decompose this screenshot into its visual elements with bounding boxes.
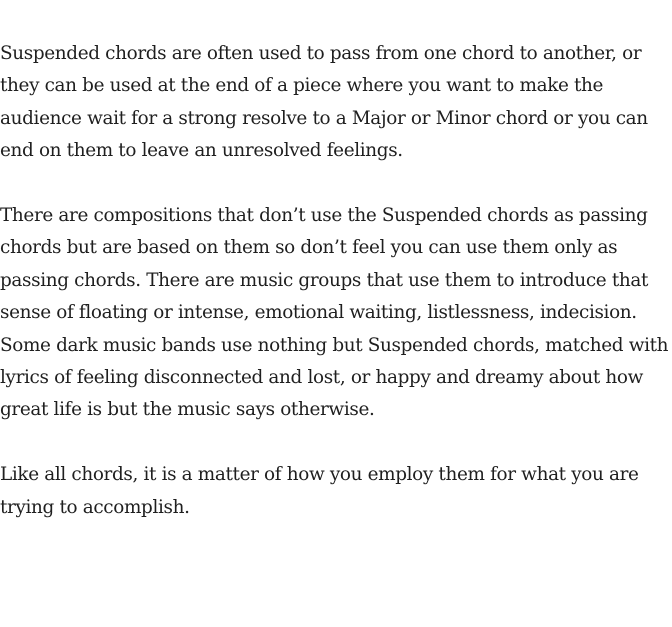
article-body bbox=[0, 38, 672, 556]
paragraph-like-all-chords: Like all chords, it is a matter of how you employ them for what you are trying to accomplish. bbox=[0, 464, 639, 518]
paragraph-compositions-based-on-suspended: There are compositions that don’t use the Suspended chords as passing chords but are based on them so don’t feel you can use them only as passing chords. There are music groups that use them to introduce that sense of floating or intense, emotional waiting, listlessness, indecision. Some dark music bands use nothing but Suspended chords, matched with lyrics of feeling disconnected and lost, or happy and dreamy about how great life is but the music says otherwise. bbox=[0, 205, 669, 421]
paragraph-suspended-chords-usage: Suspended chords are often used to pass from one chord to another, or they can be used at the end of a piece where you want to make the audience wait for a strong resolve to a Major or Minor chord or you can end on them to leave an unresolved feelings. bbox=[0, 43, 648, 162]
